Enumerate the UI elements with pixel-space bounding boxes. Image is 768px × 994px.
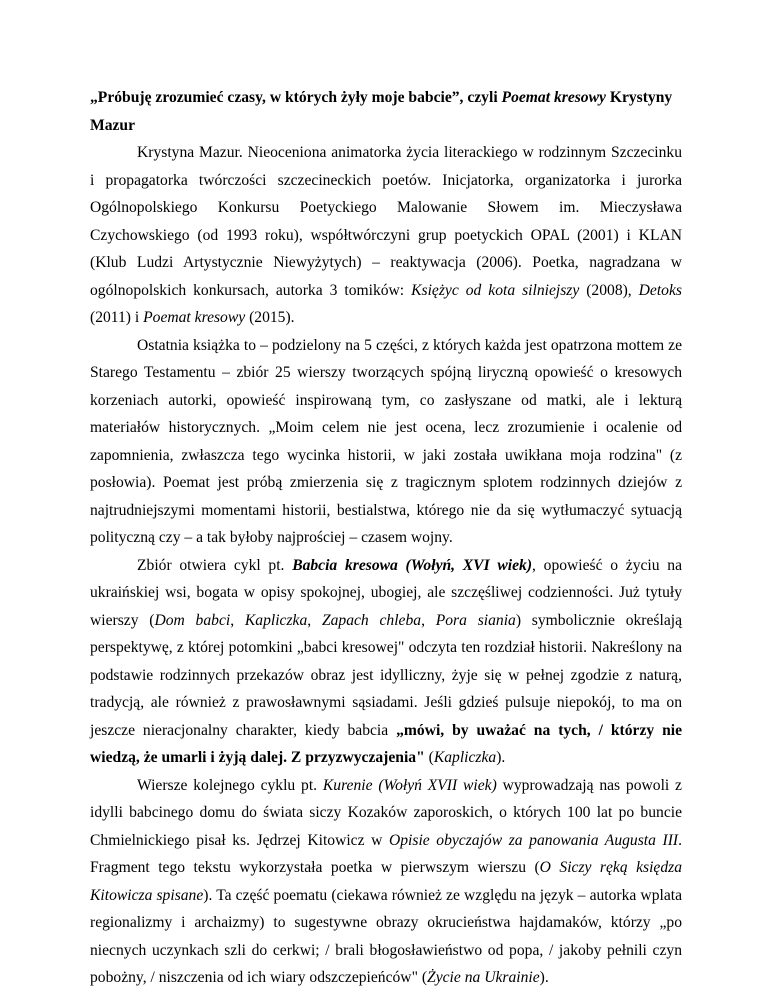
- paragraph-4: Wiersze kolejnego cyklu pt. Kurenie (Wołyń XVII wiek) wyprowadzają nas powoli z idylli babcinego domu do świata siczy Kozaków zaporoskich, o których 100 lat po buncie Chmielnickiego pisał ks. Jędrzej Kitowicz w Opisie obyczajów za panowania Augusta III. Fragment tego tekstu wykorzystała poetka w pierwszym wierszu (O Siczy ręką księdza Kitowicza spisane). Ta część poematu (ciekawa również ze względu na język – autorka wplata regionalizmy i archaizmy) to sugestywne obrazy okrucieństwa hajdamaków, którzy „po niecnych uczynkach szli do cerkwi; / brali błogosławieństwo od popa, / jakoby pełnili czyn pobożny, / niszczenia od ich wiary odszczepieńców" (Życie na Ukrainie).: [90, 776, 683, 986]
- paragraph-2: Ostatnia książka to – podzielony na 5 części, z których każda jest opatrzona mottem ze Starego Testamentu – zbiór 25 wierszy tworzących spójną liryczną opowieść o kresowych korzeniach autorki, opowieść inspirowaną tym, co zasłyszane od matki, ale i lekturą materiałów historycznych. „Moim celem nie jest ocena, lecz zrozumienie i ocalenie od zapomnienia, zwłaszcza tego wycinka historii, w jaki została uwikłana moja rodzina" (z posłowia). Poemat jest próbą zmierzenia się z tragicznym splotem rodzinnych dziejów z najtrudniejszymi momentami historii, bestialstwa, którego nie da się wytłumaczyć sytuacją polityczną czy – a tak byłoby najprościej – czasem wojny.: [90, 336, 682, 546]
- paragraph-1: Krystyna Mazur. Nieoceniona animatorka życia literackiego w rodzinnym Szczecinku i propagatorka twórczości szczecineckich poetów. Inicjatorka, organizatorka i jurorka Ogólnopolskiego Konkursu Poetyckiego Malowanie Słowem im. Mieczysława Czychowskiego (od 1993 roku), współtwórczyni grup poetyckich OPAL (2001) i KLAN (Klub Ludzi Artystycznie Niewyżytych) – reaktywacja (2006). Poetka, nagradzana w ogólnopolskich konkursach, autorka 3 tomików: Księżyc od kota silniejszy (2008), Detoks (2011) i Poemat kresowy (2015).: [90, 144, 682, 326]
- paragraph-3: Zbiór otwiera cykl pt. Babcia kresowa (Wołyń, XVI wiek), opowieść o życiu na ukraińskiej wsi, bogata w opisy spokojnej, ubogiej, ale szczęśliwej codzienności. Już tytuły wierszy (Dom babci, Kapliczka, Zapach chleba, Pora siania) symbolicznie określają perspektywę, z której potomkini „babci kresowej" odczyta ten rozdział historii. Nakreślony na podstawie rodzinnych przekazów obraz jest idylliczny, żyje się w pełnej zgodzie z naturą, tradycją, ale również z prawosławnymi sąsiadami. Jeśli gdzieś pulsuje niepokój, to ma on jeszcze nieracjonalny charakter, kiedy babcia „mówi, by uważać na tych, / którzy nie wiedzą, że umarli i żyją dalej. Z przyzwyczajenia" (Kapliczka).: [90, 556, 683, 766]
- article-title: „Próbuję zrozumieć czasy, w których żyły moje babcie”, czyli Poemat kresowy Krystyny Mazur: [90, 89, 673, 134]
- document-page: [90, 84, 682, 992]
